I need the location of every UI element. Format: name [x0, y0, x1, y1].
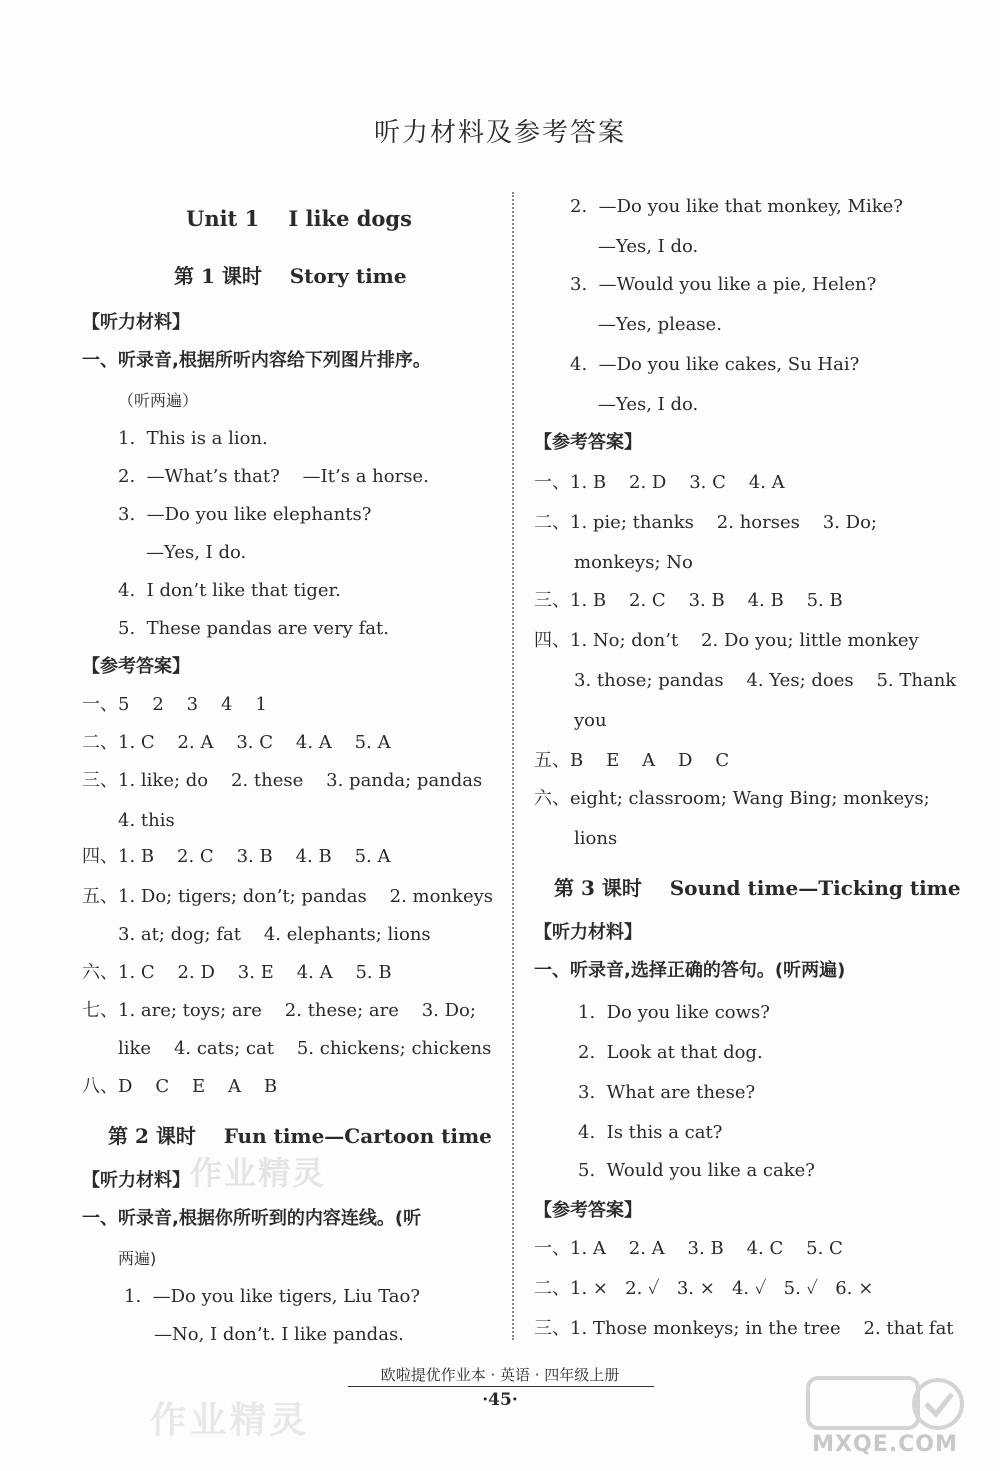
- question-intro-cont: 两遍): [118, 1249, 157, 1268]
- answer-line: 三、1. Those monkeys; in the tree 2. that fat: [534, 1318, 954, 1339]
- page-number: ·45·: [482, 1390, 518, 1410]
- footer-rule: [348, 1386, 654, 1387]
- question-intro: 一、听录音,选择正确的答句。(听两遍): [534, 960, 846, 981]
- answer-line: monkeys; No: [574, 552, 693, 573]
- answer-line: 3. at; dog; fat 4. elephants; lions: [118, 924, 431, 945]
- answer-line: 四、1. No; don’t 2. Do you; little monkey: [534, 630, 919, 651]
- answer-line: 六、1. C 2. D 3. E 4. A 5. B: [82, 962, 392, 983]
- listening-item: 4. Is this a cat?: [578, 1122, 723, 1143]
- listening-item: 5. These pandas are very fat.: [118, 618, 389, 639]
- listening-item: —No, I don’t. I like pandas.: [154, 1324, 404, 1345]
- listening-item: 3. —Would you like a pie, Helen?: [570, 274, 877, 295]
- answer-line: like 4. cats; cat 5. chickens; chickens: [118, 1038, 492, 1059]
- section-listening: 【听力材料】: [534, 922, 642, 943]
- answer-line: 八、D C E A B: [82, 1076, 278, 1097]
- listening-item: 2. —What’s that? —It’s a horse.: [118, 466, 429, 487]
- watermark-mid: 作业精灵: [190, 1154, 327, 1192]
- watermark-bottom: 作业精灵: [150, 1400, 311, 1441]
- answer-line: 3. those; pandas 4. Yes; does 5. Thank: [574, 670, 957, 691]
- page-title: 听力材料及参考答案: [373, 118, 626, 148]
- section-listening: 【听力材料】: [82, 1170, 190, 1191]
- listening-item: 4. I don’t like that tiger.: [118, 580, 341, 601]
- listening-item: —Yes, I do.: [598, 236, 699, 257]
- section-answers: 【参考答案】: [534, 1200, 642, 1221]
- lesson1-title: 第 1 课时 Story time: [174, 264, 407, 288]
- listening-item: —Yes, I do.: [598, 394, 699, 415]
- logo-text: MXQE.COM: [812, 1432, 958, 1457]
- listening-item: 1. —Do you like tigers, Liu Tao?: [124, 1286, 421, 1307]
- answer-line: 六、eight; classroom; Wang Bing; monkeys;: [534, 788, 930, 809]
- answer-line: 七、1. are; toys; are 2. these; are 3. Do;: [82, 1000, 476, 1021]
- listening-item: —Yes, I do.: [146, 542, 247, 563]
- listening-item: 2. Look at that dog.: [578, 1042, 763, 1063]
- answer-line: 一、1. A 2. A 3. B 4. C 5. C: [534, 1238, 843, 1259]
- listening-item: 3. —Do you like elephants?: [118, 504, 372, 525]
- footer-book-title: 欧啦提优作业本 · 英语 · 四年级上册: [380, 1366, 620, 1384]
- answer-line: 二、1. C 2. A 3. C 4. A 5. A: [82, 732, 391, 753]
- unit-title: Unit 1 I like dogs: [186, 206, 412, 231]
- answer-line: 三、1. like; do 2. these 3. panda; pandas: [82, 770, 483, 791]
- column-divider: [512, 192, 514, 1340]
- listening-item: 2. —Do you like that monkey, Mike?: [570, 196, 903, 217]
- answer-line: 4. this: [118, 810, 175, 831]
- question-note: （听两遍）: [118, 391, 199, 410]
- listening-item: 1. Do you like cows?: [578, 1002, 770, 1023]
- lesson2-title: 第 2 课时 Fun time—Cartoon time: [108, 1124, 492, 1148]
- question-intro: 一、听录音,根据你所听到的内容连线。(听: [82, 1208, 422, 1229]
- section-answers: 【参考答案】: [82, 656, 190, 677]
- listening-item: 1. This is a lion.: [118, 428, 268, 449]
- listening-item: 4. —Do you like cakes, Su Hai?: [570, 354, 860, 375]
- answer-line: you: [574, 710, 607, 731]
- answer-line: 一、1. B 2. D 3. C 4. A: [534, 472, 785, 493]
- answer-line: 一、5 2 3 4 1: [82, 694, 267, 715]
- answer-line: 四、1. B 2. C 3. B 4. B 5. A: [82, 846, 391, 867]
- answer-line: lions: [574, 828, 618, 849]
- answer-line: 五、B E A D C: [534, 750, 730, 771]
- answer-line: 二、1. × 2. ✓ 3. × 4. ✓ 5. ✓ 6. ×: [534, 1278, 874, 1299]
- question-intro: 一、听录音,根据所听内容给下列图片排序。: [82, 350, 431, 371]
- section-listening: 【听力材料】: [82, 312, 190, 333]
- answer-line: 二、1. pie; thanks 2. horses 3. Do;: [534, 512, 877, 533]
- listening-item: —Yes, please.: [598, 314, 722, 335]
- listening-item: 3. What are these?: [578, 1082, 756, 1103]
- answer-line: 五、1. Do; tigers; don’t; pandas 2. monkeys: [82, 886, 494, 907]
- listening-item: 5. Would you like a cake?: [578, 1160, 815, 1181]
- section-answers: 【参考答案】: [534, 432, 642, 453]
- lesson3-title: 第 3 课时 Sound time—Ticking time: [554, 876, 961, 900]
- answer-line: 三、1. B 2. C 3. B 4. B 5. B: [534, 590, 843, 611]
